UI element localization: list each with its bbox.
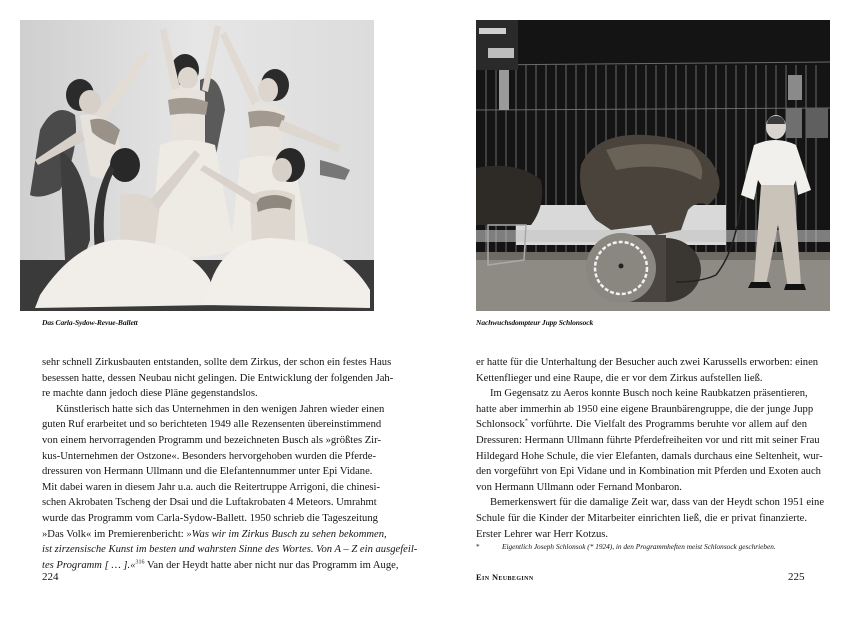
text-plain: Schlonsock <box>476 419 525 431</box>
text-line: wurde das Programm vom Carla-Sydow-Ballett. 1950 schrieb die Tageszeitung <box>42 512 378 524</box>
text-plain: vorführte. Die Vielfalt des Programms beruhte vor allem auf den <box>527 419 807 431</box>
footnote-mark: * <box>476 542 480 551</box>
text-line: Bemerkenswert für die damalige Zeit war, dass van der Heydt schon 1951 eine <box>490 497 825 509</box>
text-line <box>42 527 387 543</box>
text-line: schen Akrobaten Tscheng der Dsai und die Luftakrobaten 4 Meteors. Umrahmt <box>42 497 377 509</box>
text-line: hatte aber immerhin ab 1950 eine eigene Braunbärengruppe, die der junge Jupp <box>476 403 814 415</box>
text-line: Im Gegensatz zu Aeros konnte Busch noch keine Raubkatzen präsentieren, <box>490 388 808 400</box>
text-plain: Van der Heydt hatte aber nicht nur das Programm im Auge, <box>144 559 399 571</box>
footnote <box>476 542 776 551</box>
text-line: dressuren von Hermann Ullmann und die Elefantennummer unter Epi Vidane. <box>42 466 373 478</box>
text-line: Dressuren: Hermann Ullmann führte Pferdefreiheiten vor und ritt mit seiner Frau <box>476 434 820 446</box>
text-line: guten Ruf erarbeitet und so berichteten 1949 alle Rezensenten übereinstimmend <box>42 419 382 431</box>
body-text <box>42 355 418 573</box>
text-line <box>42 542 418 558</box>
footnote-reference[interactable]: * <box>524 418 528 425</box>
text-line: Mit dabei waren in diesem Jahr u.a. auch die Reitertruppe Arrigoni, die chinesi- <box>42 481 381 493</box>
text-line: er hatte für die Unterhaltung der Besucher auch zwei Karussells erworben: einen <box>476 357 819 368</box>
text-line: von einem hervorragenden Programm und bezeichneten Busch als »größtes Zir- <box>42 434 381 446</box>
text-line: besessen hatte, dessen Neubau nicht gelingen. Die Entwicklung der folgenden Jah- <box>42 372 394 384</box>
body-text <box>476 355 825 542</box>
page-number: 224 <box>42 571 59 583</box>
right-page <box>425 0 850 624</box>
text-line: re machte dann jedoch diese Pläne gegenstandslos. <box>42 388 258 400</box>
text-plain: »Das Volk« im Premierenbericht: <box>42 528 187 540</box>
text-line: von Hermann Ullmann oder Fernand Monbaron. <box>476 481 682 493</box>
text-line: den vorgeführt von Epi Vidane und in Kombination mit Pferden und Exoten auch <box>476 466 821 478</box>
page-number: 225 <box>788 571 805 583</box>
text-line: Künstlerisch hatte sich das Unternehmen in den wenigen Jahren wieder einen <box>56 403 385 415</box>
quote-text: »Was wir im Zirkus Busch zu sehen bekommen, <box>186 528 387 540</box>
text-line: Erster Lehrer war Herr Kotzus. <box>476 528 609 540</box>
running-head: Ein Neubeginn <box>476 573 534 582</box>
text-line: Schule für die Kinder der Mitarbeiter einrichten ließ, die er privat finanzierte. <box>476 512 807 524</box>
text-line <box>42 558 399 574</box>
photo-caption: Nachwuchsdompteur Jupp Schlonsock <box>476 318 594 327</box>
photo-caption: Das Carla-Sydow-Revue-Ballett <box>42 318 138 327</box>
text-line: Kettenflieger und eine Raupe, die er vor dem Zirkus aufstellen ließ. <box>476 372 763 384</box>
dancers-photo <box>20 20 374 311</box>
footnote-text: Eigentlich Joseph Schlonsok (* 1924), in den Programmheften meist Schlonsock geschrieben. <box>502 542 776 551</box>
bear-trainer-photo <box>476 20 830 311</box>
text-line: kus-Unternehmen der Ostzone«. Besonders hervorgehoben wurden die Pferde- <box>42 450 376 462</box>
text-line <box>476 417 807 433</box>
quote-text: tes Programm [ … ].« <box>42 559 136 571</box>
endnote-reference[interactable]: 316 <box>135 559 145 566</box>
text-line: sehr schnell Zirkusbauten entstanden, sollte dem Zirkus, der schon ein festes Haus <box>42 357 392 368</box>
text-line: Hildegard Hohe Schule, die vier Elefanten, damals durchaus eine Seltenheit, wur- <box>476 450 823 462</box>
quote-text: ist zirzensische Kunst im besten und wahrsten Sinne des Wortes. Von A – Z ein ausgefeil- <box>42 544 418 556</box>
